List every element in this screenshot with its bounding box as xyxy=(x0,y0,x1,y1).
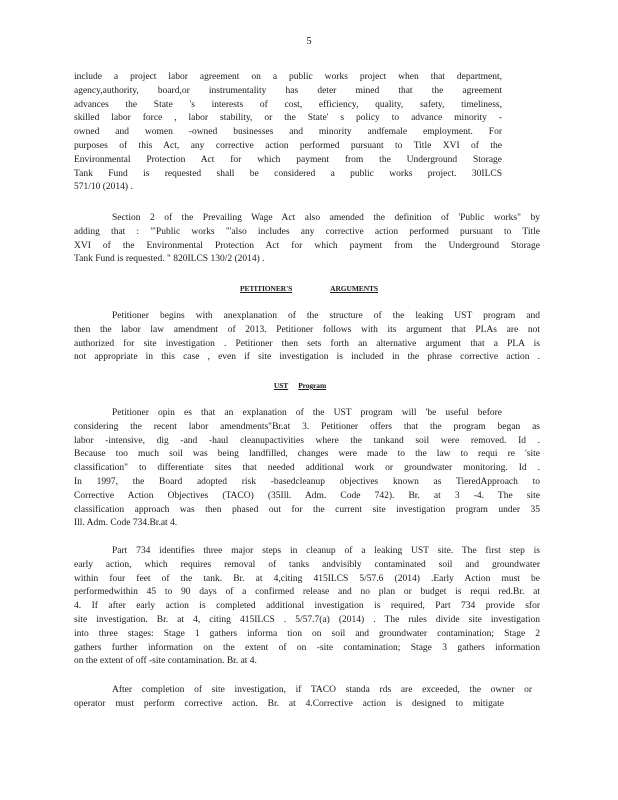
text-line: Petitioner opin es that an explanation of the UST program will 'be useful before xyxy=(112,408,502,418)
text-line: then the labor law amendment of 2013. Petitioner follows with its argument that PLAs are not xyxy=(74,324,540,335)
paragraph-pla-definition xyxy=(74,71,502,195)
section-heading-arguments xyxy=(0,284,618,293)
text-line: not appropriate in this case , even if site investigation is included in the phrase corrective action . xyxy=(74,352,540,363)
text-line: 571/10 (2014) . xyxy=(74,182,133,193)
text-line: include a project labor agreement on a public works project when that department, xyxy=(74,72,502,82)
section-heading-ust-program xyxy=(0,381,618,390)
text-line: adding that : '"Public works "'also includes any corrective action performed pursuant to Title xyxy=(74,226,540,237)
text-line: purposes of this Act, any corrective action performed pursuant to Title XVI of the xyxy=(74,140,502,151)
heading-word: UST xyxy=(273,381,289,390)
text-line: advances the State 's interests of cost, efficiency, quality, safety, timeliness, xyxy=(74,99,502,110)
text-line: labor -intensive, dig -and -haul cleanupactivities where the tankand soil were removed. Id . xyxy=(74,435,540,446)
page-number: 5 xyxy=(306,36,312,47)
text-line: Petitioner begins with anexplanation of the structure of the leaking UST program and xyxy=(112,311,540,321)
text-line: Tank Fund is requested shall be considered a public works project. 30ILCS xyxy=(74,168,502,179)
text-line: Corrective Action Objectives (TACO) (35Ill. Adm. Code 742). Br. at 3 -4. The site xyxy=(74,490,540,501)
text-line: early action, which requires removal of tanks andvisibly contaminated soil and groundwater xyxy=(74,559,540,570)
heading-word: PETITIONER'S xyxy=(239,284,293,293)
text-line: classification" to differentiate sites that needed additional work or groundwater monitoring. Id . xyxy=(74,463,540,474)
text-line: Section 2 of the Prevailing Wage Act also amended the definition of 'Public works" by xyxy=(112,213,540,223)
text-line: within four feet of the tank. Br. at 4,citing 415ILCS 5/57.6 (2014) .Early Action must be xyxy=(74,573,540,584)
text-line: gathers further information on the extent of on -site contamination; Stage 3 gathers information xyxy=(74,642,540,653)
text-line: into three stages: Stage 1 gathers informa tion on soil and groundwater contamination; Stage 2 xyxy=(74,628,540,639)
paragraph-ust-program xyxy=(74,407,540,531)
text-line: owned and women -owned businesses and minority andfemale employment. For xyxy=(74,127,502,138)
text-line: After completion of site investigation, if TACO standa rds are exceeded, the owner or xyxy=(112,685,532,695)
text-line: Tank Fund is requested. " 820ILCS 130/2 (2014) . xyxy=(74,254,265,265)
paragraph-prevailing-wage xyxy=(74,212,540,267)
heading-word: Program xyxy=(298,381,327,390)
paragraph-part-734 xyxy=(74,545,540,669)
text-line: Part 734 identifies three major steps in cleanup of a leaking UST site. The first step is xyxy=(112,546,540,556)
text-line: XVI of the Environmental Protection Act for which payment from the Underground Storage xyxy=(74,240,540,251)
text-line: classification approach was then phased out for the current site investigation program under 35 xyxy=(74,504,540,515)
paragraph-corrective-action xyxy=(74,684,540,712)
text-line: skilled labor force , labor stability, or the State' s policy to advance minority - xyxy=(74,113,502,124)
text-line: 4. If after early action is completed additional investigation is required, Part 734 provide sfor xyxy=(74,601,540,612)
paragraph-petitioner-overview xyxy=(74,310,540,365)
heading-word: ARGUMENTS xyxy=(330,284,378,293)
text-line: Environmental Protection Act for which payment from the Underground Storage xyxy=(74,154,502,165)
text-line: operator must perform corrective action. Br. at 4.Corrective action is designed to mitigate xyxy=(74,698,504,709)
text-line: on the extent of off -site contamination. Br. at 4. xyxy=(74,656,257,667)
text-line: site investigation. Br. at 4, citing 415ILCS . 5/57.7(a) (2014) . The rules divide site investigation xyxy=(74,614,540,625)
text-line: Because too much soil was being landfilled, changes were made to the law to requi re 'site xyxy=(74,449,540,460)
text-line: authorized for site investigation . Petitioner then sets forth an alternative argument that a PLA is xyxy=(74,338,540,349)
text-line: agency,authority, board,or instrumentality has deter mined that the agreement xyxy=(74,85,502,96)
text-line: In 1997, the Board adopted risk -basedcleanup objectives known as TieredApproach to xyxy=(74,476,540,487)
text-line: Ill. Adm. Code 734.Br.at 4. xyxy=(74,518,178,529)
text-line: performedwithin 45 to 90 days of a confirmed release and no plan or budget is requi red.Br. at xyxy=(74,587,540,598)
text-line: considering the recent labor amendments"Br.at 3. Petitioner offers that the program began as xyxy=(74,421,540,432)
